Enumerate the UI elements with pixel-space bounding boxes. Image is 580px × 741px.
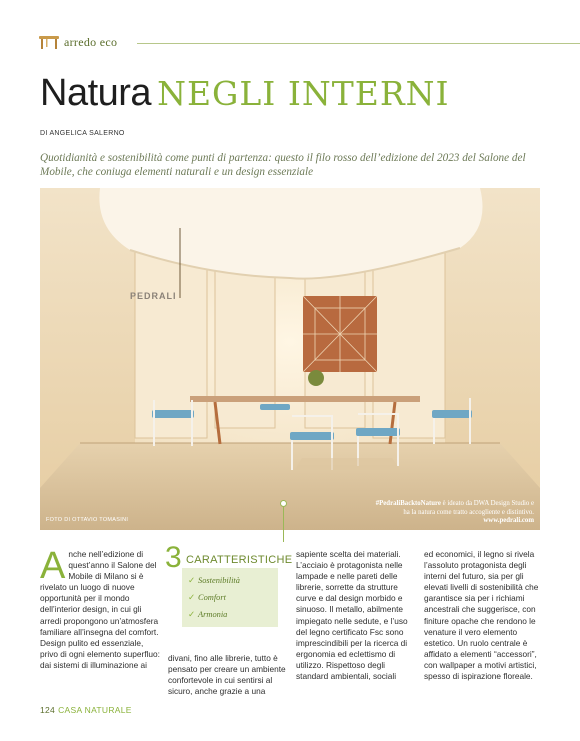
check-icon: ✓ bbox=[188, 610, 196, 619]
column-1-text: nche nell’edizione di quest’anno il Salone del Mobile di Milano si è rivelato un luogo di nuove opportunità per il mondo dell’interior design, in cui gli arredi propongono un’atmosfera familiare all’insegna del comfort. Design pulito ed essenziale, privo di ogni elemento superfluo: dai sistemi di illuminazione ai bbox=[40, 549, 160, 670]
pedrali-logo: PEDRALI bbox=[130, 291, 177, 301]
article-column-1 bbox=[40, 545, 162, 671]
caption-url: www.pedrali.com bbox=[483, 517, 534, 525]
feature-item: ✓ Armonia bbox=[188, 610, 228, 619]
hero-photo bbox=[40, 188, 540, 530]
byline: DI ANGELICA SALERNO bbox=[40, 130, 125, 137]
showroom-illustration bbox=[40, 188, 540, 530]
caption-connector-dot bbox=[280, 500, 287, 507]
photo-credit: FOTO DI OTTAVIO TOMASINI bbox=[46, 517, 129, 523]
features-title: CARATTERISTICHE bbox=[186, 554, 293, 566]
section-tag bbox=[38, 33, 117, 51]
page-number: 124 bbox=[40, 705, 56, 715]
table-icon bbox=[38, 35, 60, 49]
dropcap: A bbox=[40, 545, 66, 587]
feature-item: ✓ Sostenibilità bbox=[188, 576, 240, 585]
article-column-4: ed economici, il legno si rivela l’assoluto protagonista degli interni del futuro, sia per gli elevati livelli di sostenibilità che garantisce sia per i richiami ancestrali che suggerisce, con finiture opache che rendono le venature il vero elemento estetico. Un ruolo centrale è affidato a elementi “accessori”, con wallpaper a motivi artistici, spesso di ispirazione floreale. bbox=[424, 549, 539, 682]
check-icon: ✓ bbox=[188, 593, 196, 602]
standfirst: Quotidianità e sostenibilità come punti di partenza: questo il filo rosso dell’edizione del 2023 del Salone del Mobile, che coniuga elementi naturali e un design essenziale bbox=[40, 152, 526, 178]
headline-part1: Natura bbox=[40, 72, 152, 114]
caption-text: è ideato da DWA Design Studio e ha la natura come tratto accogliente e distintivo. bbox=[403, 500, 534, 516]
caption-hashtag: #PedraliBacktoNature bbox=[375, 500, 441, 508]
photo-caption bbox=[374, 500, 534, 526]
feature-item: ✓ Comfort bbox=[188, 593, 226, 602]
page-footer bbox=[40, 705, 132, 715]
section-divider bbox=[137, 43, 580, 44]
page-title bbox=[40, 74, 450, 112]
headline-part2: NEGLI INTERNI bbox=[157, 74, 450, 113]
section-label: arredo eco bbox=[64, 34, 118, 49]
features-number: 3 bbox=[165, 541, 182, 574]
article-column-3: sapiente scelta dei materiali. L’acciaio è protagonista nelle lampade e nelle pareti delle librerie, sorrette da strutture curve e dal design morbido e sinuoso. Il metallo, abilmente impiegato nelle sedute, e l’uso del legno certificato Fsc sono imprescindibili per la ricerca di ergonomia ed eclettismo di utilizzo. Rispettoso degli standard ambientali, sociali bbox=[296, 549, 408, 682]
features-list bbox=[182, 568, 278, 627]
article-column-2: divani, fino alle librerie, tutto è pensato per creare un ambiente confortevole in cui sentirsi al sicuro, anche grazie a una bbox=[168, 653, 286, 697]
check-icon: ✓ bbox=[188, 576, 196, 585]
magazine-name: CASA NATURALE bbox=[58, 705, 132, 715]
